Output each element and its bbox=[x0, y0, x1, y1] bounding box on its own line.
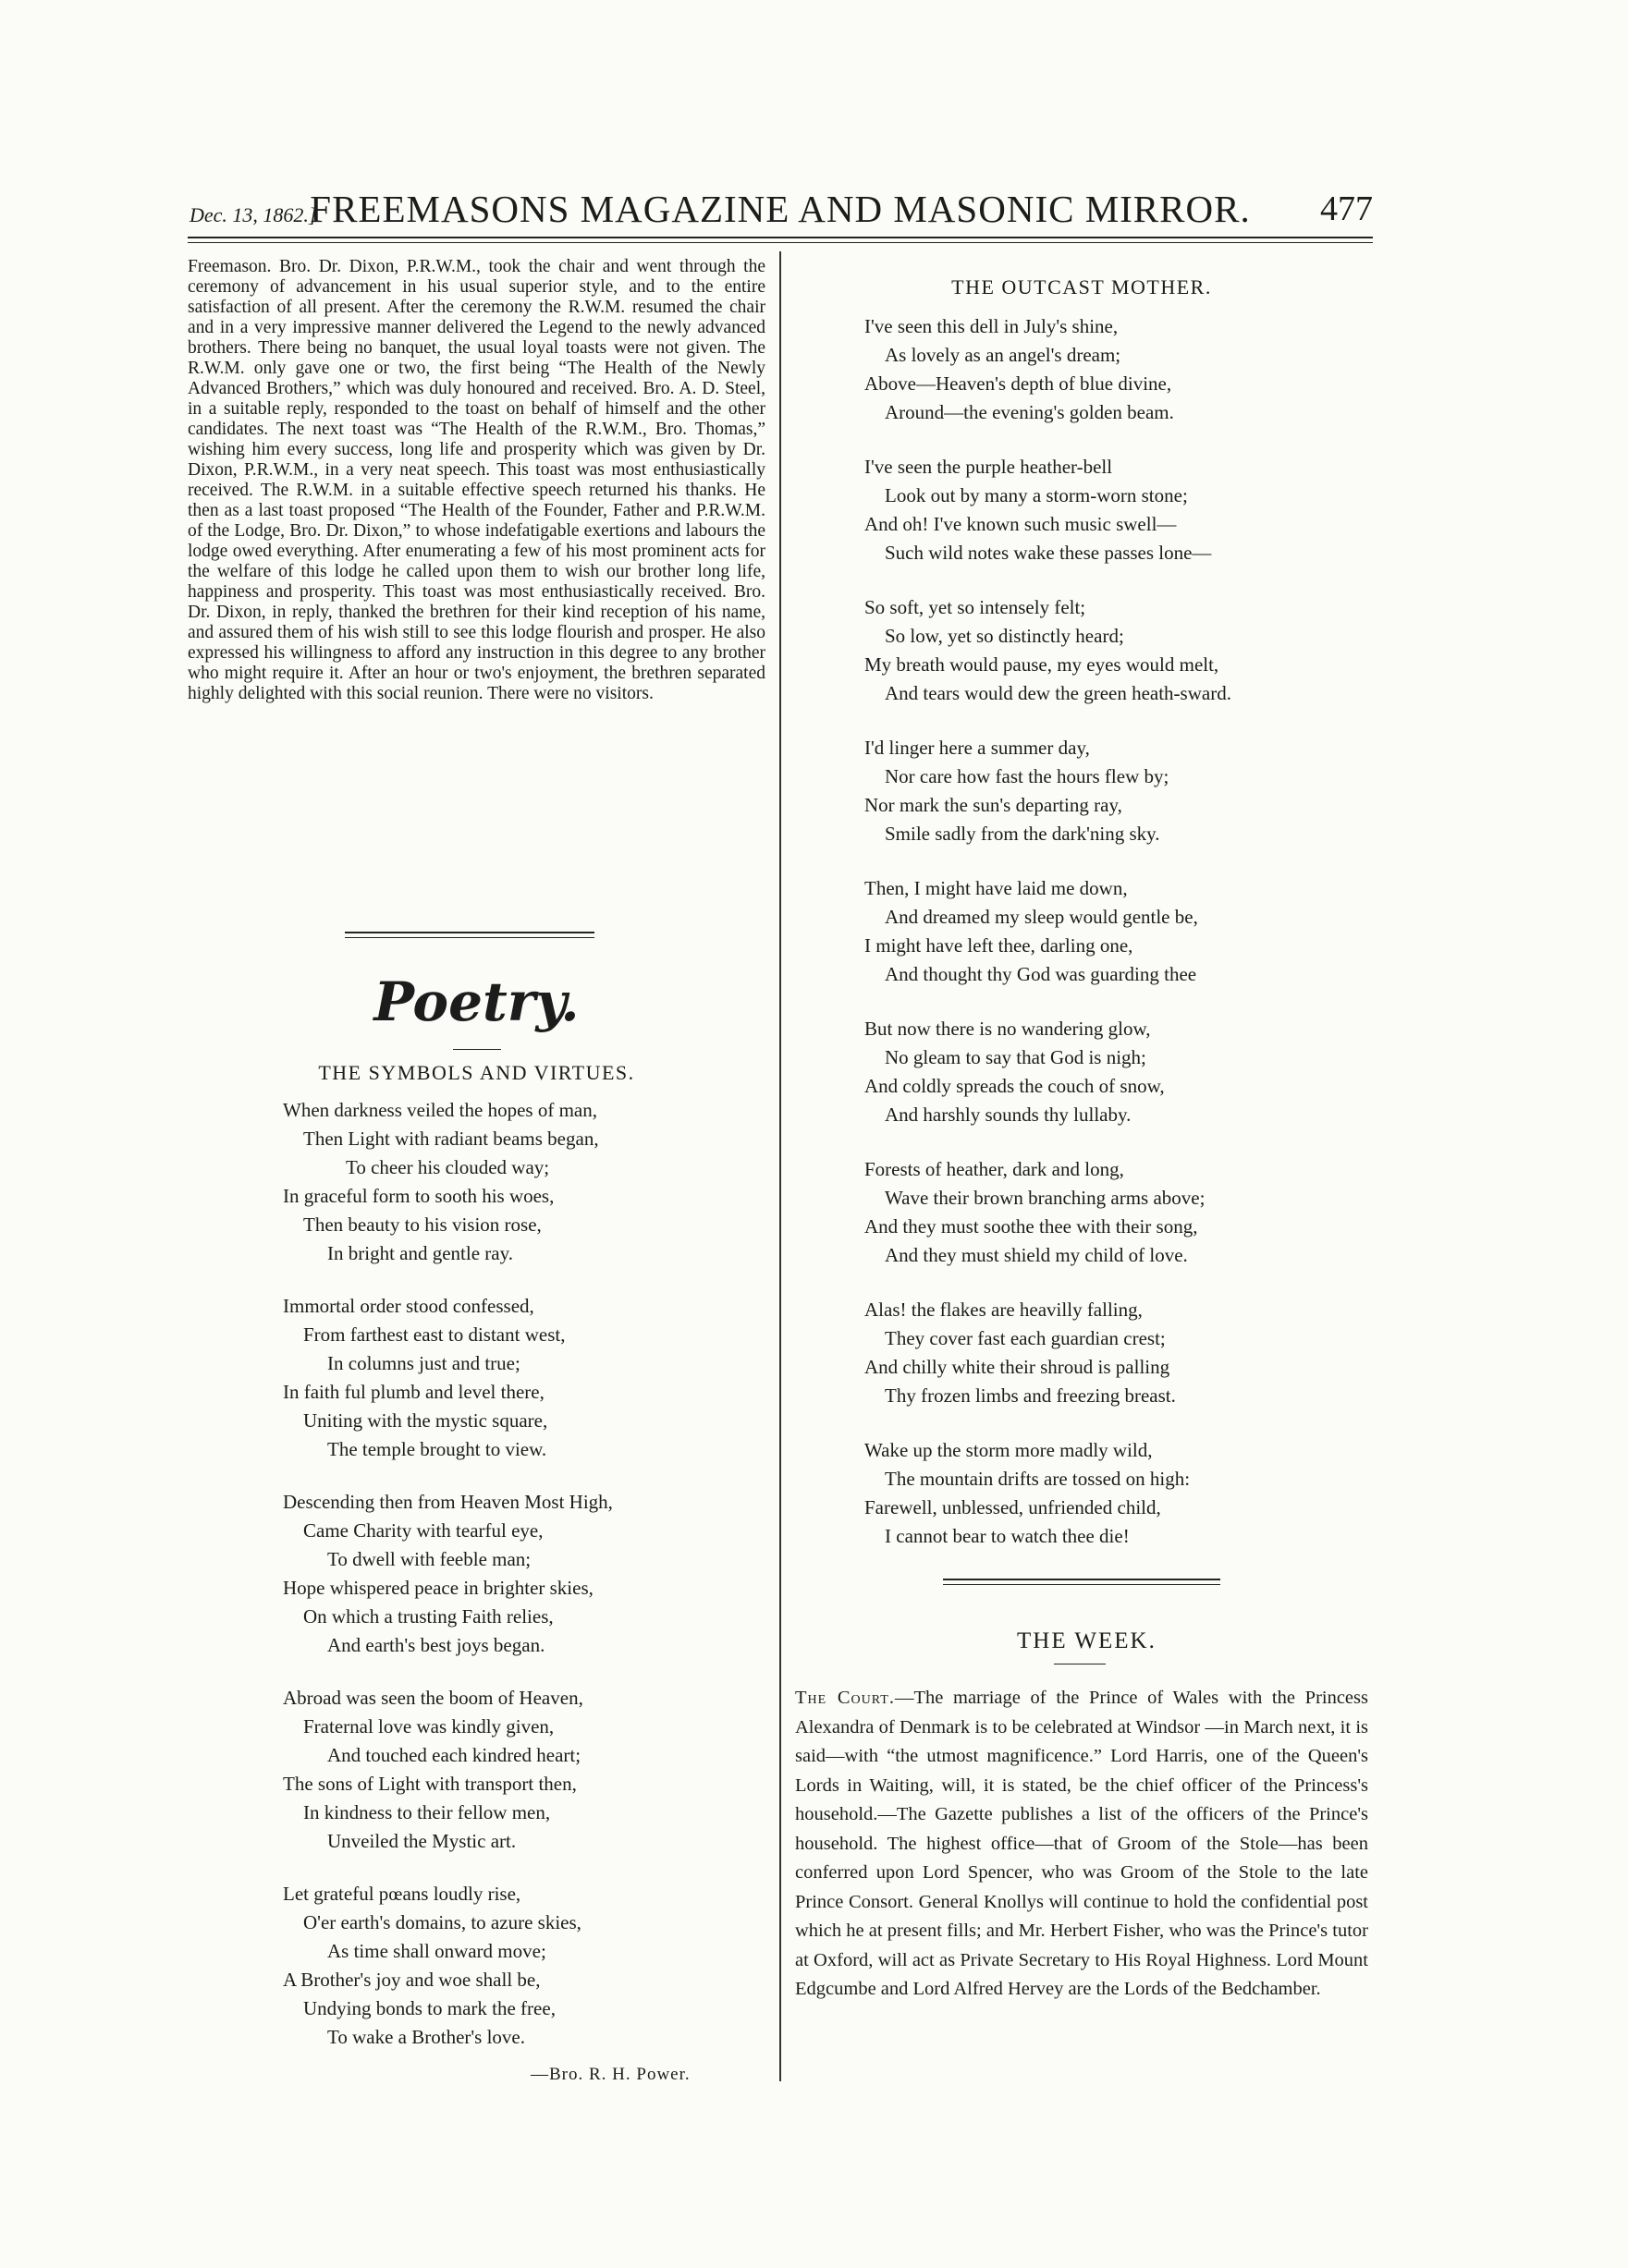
verse-line: Then Light with radiant beams began, bbox=[303, 1128, 599, 1150]
poem-title-symbols: THE SYMBOLS AND VIRTUES. bbox=[318, 1061, 635, 1084]
verse-line: Then, I might have laid me down, bbox=[864, 877, 1128, 899]
verse-line: Around—the evening's golden beam. bbox=[885, 401, 1174, 423]
week-body: —The marriage of the Prince of Wales with the Princess Alexandra of Denmark is to be celebrated at Windsor —in March next, it is said—with “the utmost magnificence.” Lord Harris, one of the Queen's Lords in Waiting, will, it is stated, be the chief officer of the Princess's household.—The Gazette publishes a list of the officers of the Prince's household. The highest office—that of Groom of the Stole—has been conferred upon Lord Spencer, who was Groom of the Stole to the late Prince Consort. General Knollys will continue to hold the confidential post which he at present fills; and Mr. Herbert Fisher, who was the Prince's tutor at Oxford, will act as Private Secretary to His Royal Highness. Lord Mount Edgcumbe and Lord Alfred Hervey are the Lords of the Bedchamber. bbox=[795, 1688, 1368, 1999]
verse-line: And tears would dew the green heath-sward. bbox=[885, 682, 1231, 704]
magazine-title: FREEMASONS MAGAZINE AND MASONIC MIRROR. bbox=[310, 188, 1251, 230]
week-paragraph bbox=[795, 1684, 1368, 2005]
verse-line: And touched each kindred heart; bbox=[327, 1744, 581, 1766]
verse-line: So low, yet so distinctly heard; bbox=[885, 625, 1124, 647]
verse-line: Hope whispered peace in brighter skies, bbox=[283, 1577, 594, 1599]
verse-line: I've seen this dell in July's shine, bbox=[864, 315, 1119, 337]
poem1-stanza-1 bbox=[283, 1096, 599, 1268]
verse-line: Forests of heather, dark and long, bbox=[864, 1158, 1124, 1180]
verse-line: Wave their brown branching arms above; bbox=[885, 1187, 1206, 1209]
poem2-stanza-9 bbox=[864, 1436, 1190, 1551]
section-separator-week bbox=[943, 1579, 1220, 1585]
verse-line: But now there is no wandering glow, bbox=[864, 1018, 1151, 1040]
verse-line: And earth's best joys began. bbox=[327, 1634, 545, 1656]
verse-line: On which a trusting Faith relies, bbox=[303, 1605, 554, 1628]
header-rule-thin bbox=[188, 242, 1373, 243]
poetry-rule bbox=[453, 1049, 501, 1050]
verse-line: And they must shield my child of love. bbox=[885, 1244, 1188, 1266]
verse-line: Look out by many a storm-worn stone; bbox=[885, 484, 1188, 506]
verse-line: In columns just and true; bbox=[327, 1352, 520, 1374]
poem1-stanza-2 bbox=[283, 1292, 565, 1464]
verse-line: And chilly white their shroud is palling bbox=[864, 1356, 1170, 1378]
poem-title-outcast: THE OUTCAST MOTHER. bbox=[951, 275, 1212, 299]
verse-line: And harshly sounds thy lullaby. bbox=[885, 1104, 1132, 1126]
verse-line: To wake a Brother's love. bbox=[327, 2026, 525, 2048]
verse-line: Thy frozen limbs and freezing breast. bbox=[885, 1384, 1176, 1407]
lodge-report-paragraph: Freemason. Bro. Dr. Dixon, P.R.W.M., took the chair and went through the ceremony of advancement in his usual superior style, and to the entire satisfaction of all present. After the ceremony the R.W.M. resumed the chair and in a very impressive manner delivered the Legend to the newly advanced brothers. There being no banquet, the usual loyal toasts were not given. The R.W.M. only gave one or two, the first being “The Health of the Newly Advanced Brothers,” which was duly honoured and received. Bro. A. D. Steel, in a suitable reply, responded to the toast on behalf of himself and the other candidates. The next toast was “The Health of the R.W.M., Bro. Thomas,” wishing him every success, long life and prosperity which was given by Dr. Dixon, P.R.W.M., in a very neat speech. This toast was most enthusiastically received. The R.W.M. in a suitable effective speech returned his thanks. He then as a last toast proposed “The Health of the Founder, Father and P.R.W.M. of the Lodge, Bro. Dr. Dixon,” to whose indefatigable exertions and labours the lodge owed everything. After enumerating a few of his most prominent acts for the welfare of this lodge he called upon them to wish our brother long life, happiness and prosperity. This toast was most enthusiastically received. Bro. Dr. Dixon, in reply, thanked the brethren for their kind reception of his name, and assured them of his wish still to see this lodge flourish and prosper. He also expressed his willingness to afford any instruction in this degree to any brother who might require it. After an hour or two's enjoyment, the brethren separated highly delighted with this social reunion. There were no visitors. bbox=[188, 257, 765, 703]
verse-line: The mountain drifts are tossed on high: bbox=[885, 1468, 1191, 1490]
verse-line: They cover fast each guardian crest; bbox=[885, 1327, 1166, 1349]
verse-line: And dreamed my sleep would gentle be, bbox=[885, 906, 1198, 928]
verse-line: I might have left thee, darling one, bbox=[864, 934, 1133, 957]
verse-line: Smile sadly from the dark'ning sky. bbox=[885, 823, 1160, 845]
verse-line: Let grateful pœans loudly rise, bbox=[283, 1883, 521, 1905]
verse-line: In graceful form to sooth his woes, bbox=[283, 1185, 555, 1207]
verse-line: And oh! I've known such music swell— bbox=[864, 513, 1177, 535]
verse-line: Nor care how fast the hours flew by; bbox=[885, 765, 1169, 787]
verse-line: In bright and gentle ray. bbox=[327, 1242, 513, 1264]
poem1-stanza-4 bbox=[283, 1684, 583, 1856]
verse-line: Then beauty to his vision rose, bbox=[303, 1213, 542, 1236]
verse-line: And they must soothe thee with their song, bbox=[864, 1215, 1198, 1238]
verse-line: Fraternal love was kindly given, bbox=[303, 1715, 555, 1738]
verse-line: Uniting with the mystic square, bbox=[303, 1409, 548, 1432]
verse-line: In faith ful plumb and level there, bbox=[283, 1381, 545, 1403]
section-separator bbox=[345, 932, 594, 938]
verse-line: The temple brought to view. bbox=[327, 1438, 547, 1460]
verse-line: In kindness to their fellow men, bbox=[303, 1801, 551, 1823]
verse-line: No gleam to say that God is nigh; bbox=[885, 1046, 1146, 1068]
poem2-stanza-4 bbox=[864, 734, 1169, 848]
verse-line: To dwell with feeble man; bbox=[327, 1548, 532, 1570]
verse-line: A Brother's joy and woe shall be, bbox=[283, 1969, 541, 1991]
poem2-stanza-7 bbox=[864, 1155, 1205, 1270]
poem1-signature: —Bro. R. H. Power. bbox=[531, 2065, 691, 2084]
verse-line: I cannot bear to watch thee die! bbox=[885, 1525, 1130, 1547]
column-divider bbox=[779, 251, 781, 2081]
verse-line: My breath would pause, my eyes would melt, bbox=[864, 653, 1219, 676]
page-number: 477 bbox=[1320, 189, 1373, 228]
poetry-heading: Poetry. bbox=[373, 970, 580, 1033]
verse-line: From farthest east to distant west, bbox=[303, 1323, 566, 1346]
poem2-stanza-1 bbox=[864, 312, 1174, 427]
verse-line: Farewell, unblessed, unfriended child, bbox=[864, 1496, 1161, 1518]
verse-line: Alas! the flakes are heavilly falling, bbox=[864, 1299, 1143, 1321]
verse-line: Unveiled the Mystic art. bbox=[327, 1830, 517, 1852]
verse-line: As lovely as an angel's dream; bbox=[885, 344, 1121, 366]
verse-line: Above—Heaven's depth of blue divine, bbox=[864, 372, 1172, 395]
verse-line: Came Charity with tearful eye, bbox=[303, 1519, 544, 1542]
week-lead: The Court. bbox=[795, 1688, 895, 1708]
poem2-stanza-8 bbox=[864, 1296, 1176, 1410]
verse-line: The sons of Light with transport then, bbox=[283, 1773, 577, 1795]
verse-line: And coldly spreads the couch of snow, bbox=[864, 1075, 1165, 1097]
verse-line: So soft, yet so intensely felt; bbox=[864, 596, 1086, 618]
poem2-stanza-5 bbox=[864, 874, 1198, 989]
verse-line: Undying bonds to mark the free, bbox=[303, 1997, 556, 2019]
verse-line: O'er earth's domains, to azure skies, bbox=[303, 1911, 581, 1933]
verse-line: I've seen the purple heather-bell bbox=[864, 456, 1113, 478]
poem1-stanza-3 bbox=[283, 1488, 613, 1660]
verse-line: Immortal order stood confessed, bbox=[283, 1295, 534, 1317]
poem2-stanza-3 bbox=[864, 593, 1231, 708]
verse-line: To cheer his clouded way; bbox=[346, 1156, 550, 1178]
verse-line: And thought thy God was guarding thee bbox=[885, 963, 1197, 985]
verse-line: Such wild notes wake these passes lone— bbox=[885, 542, 1212, 564]
poem1-stanza-5 bbox=[283, 1880, 581, 2052]
verse-line: Wake up the storm more madly wild, bbox=[864, 1439, 1153, 1461]
verse-line: Abroad was seen the boom of Heaven, bbox=[283, 1687, 583, 1709]
week-title: THE WEEK. bbox=[1017, 1628, 1157, 1653]
issue-date: Dec. 13, 1862.] bbox=[190, 203, 317, 226]
verse-line: When darkness veiled the hopes of man, bbox=[283, 1099, 597, 1121]
verse-line: I'd linger here a summer day, bbox=[864, 737, 1090, 759]
verse-line: Nor mark the sun's departing ray, bbox=[864, 794, 1122, 816]
page-header bbox=[188, 183, 1373, 229]
header-rule bbox=[188, 237, 1373, 238]
verse-line: As time shall onward move; bbox=[327, 1940, 546, 1962]
verse-line: Descending then from Heaven Most High, bbox=[283, 1491, 613, 1513]
poem2-stanza-2 bbox=[864, 453, 1211, 567]
left-column bbox=[188, 251, 765, 704]
poem2-stanza-6 bbox=[864, 1015, 1165, 1129]
